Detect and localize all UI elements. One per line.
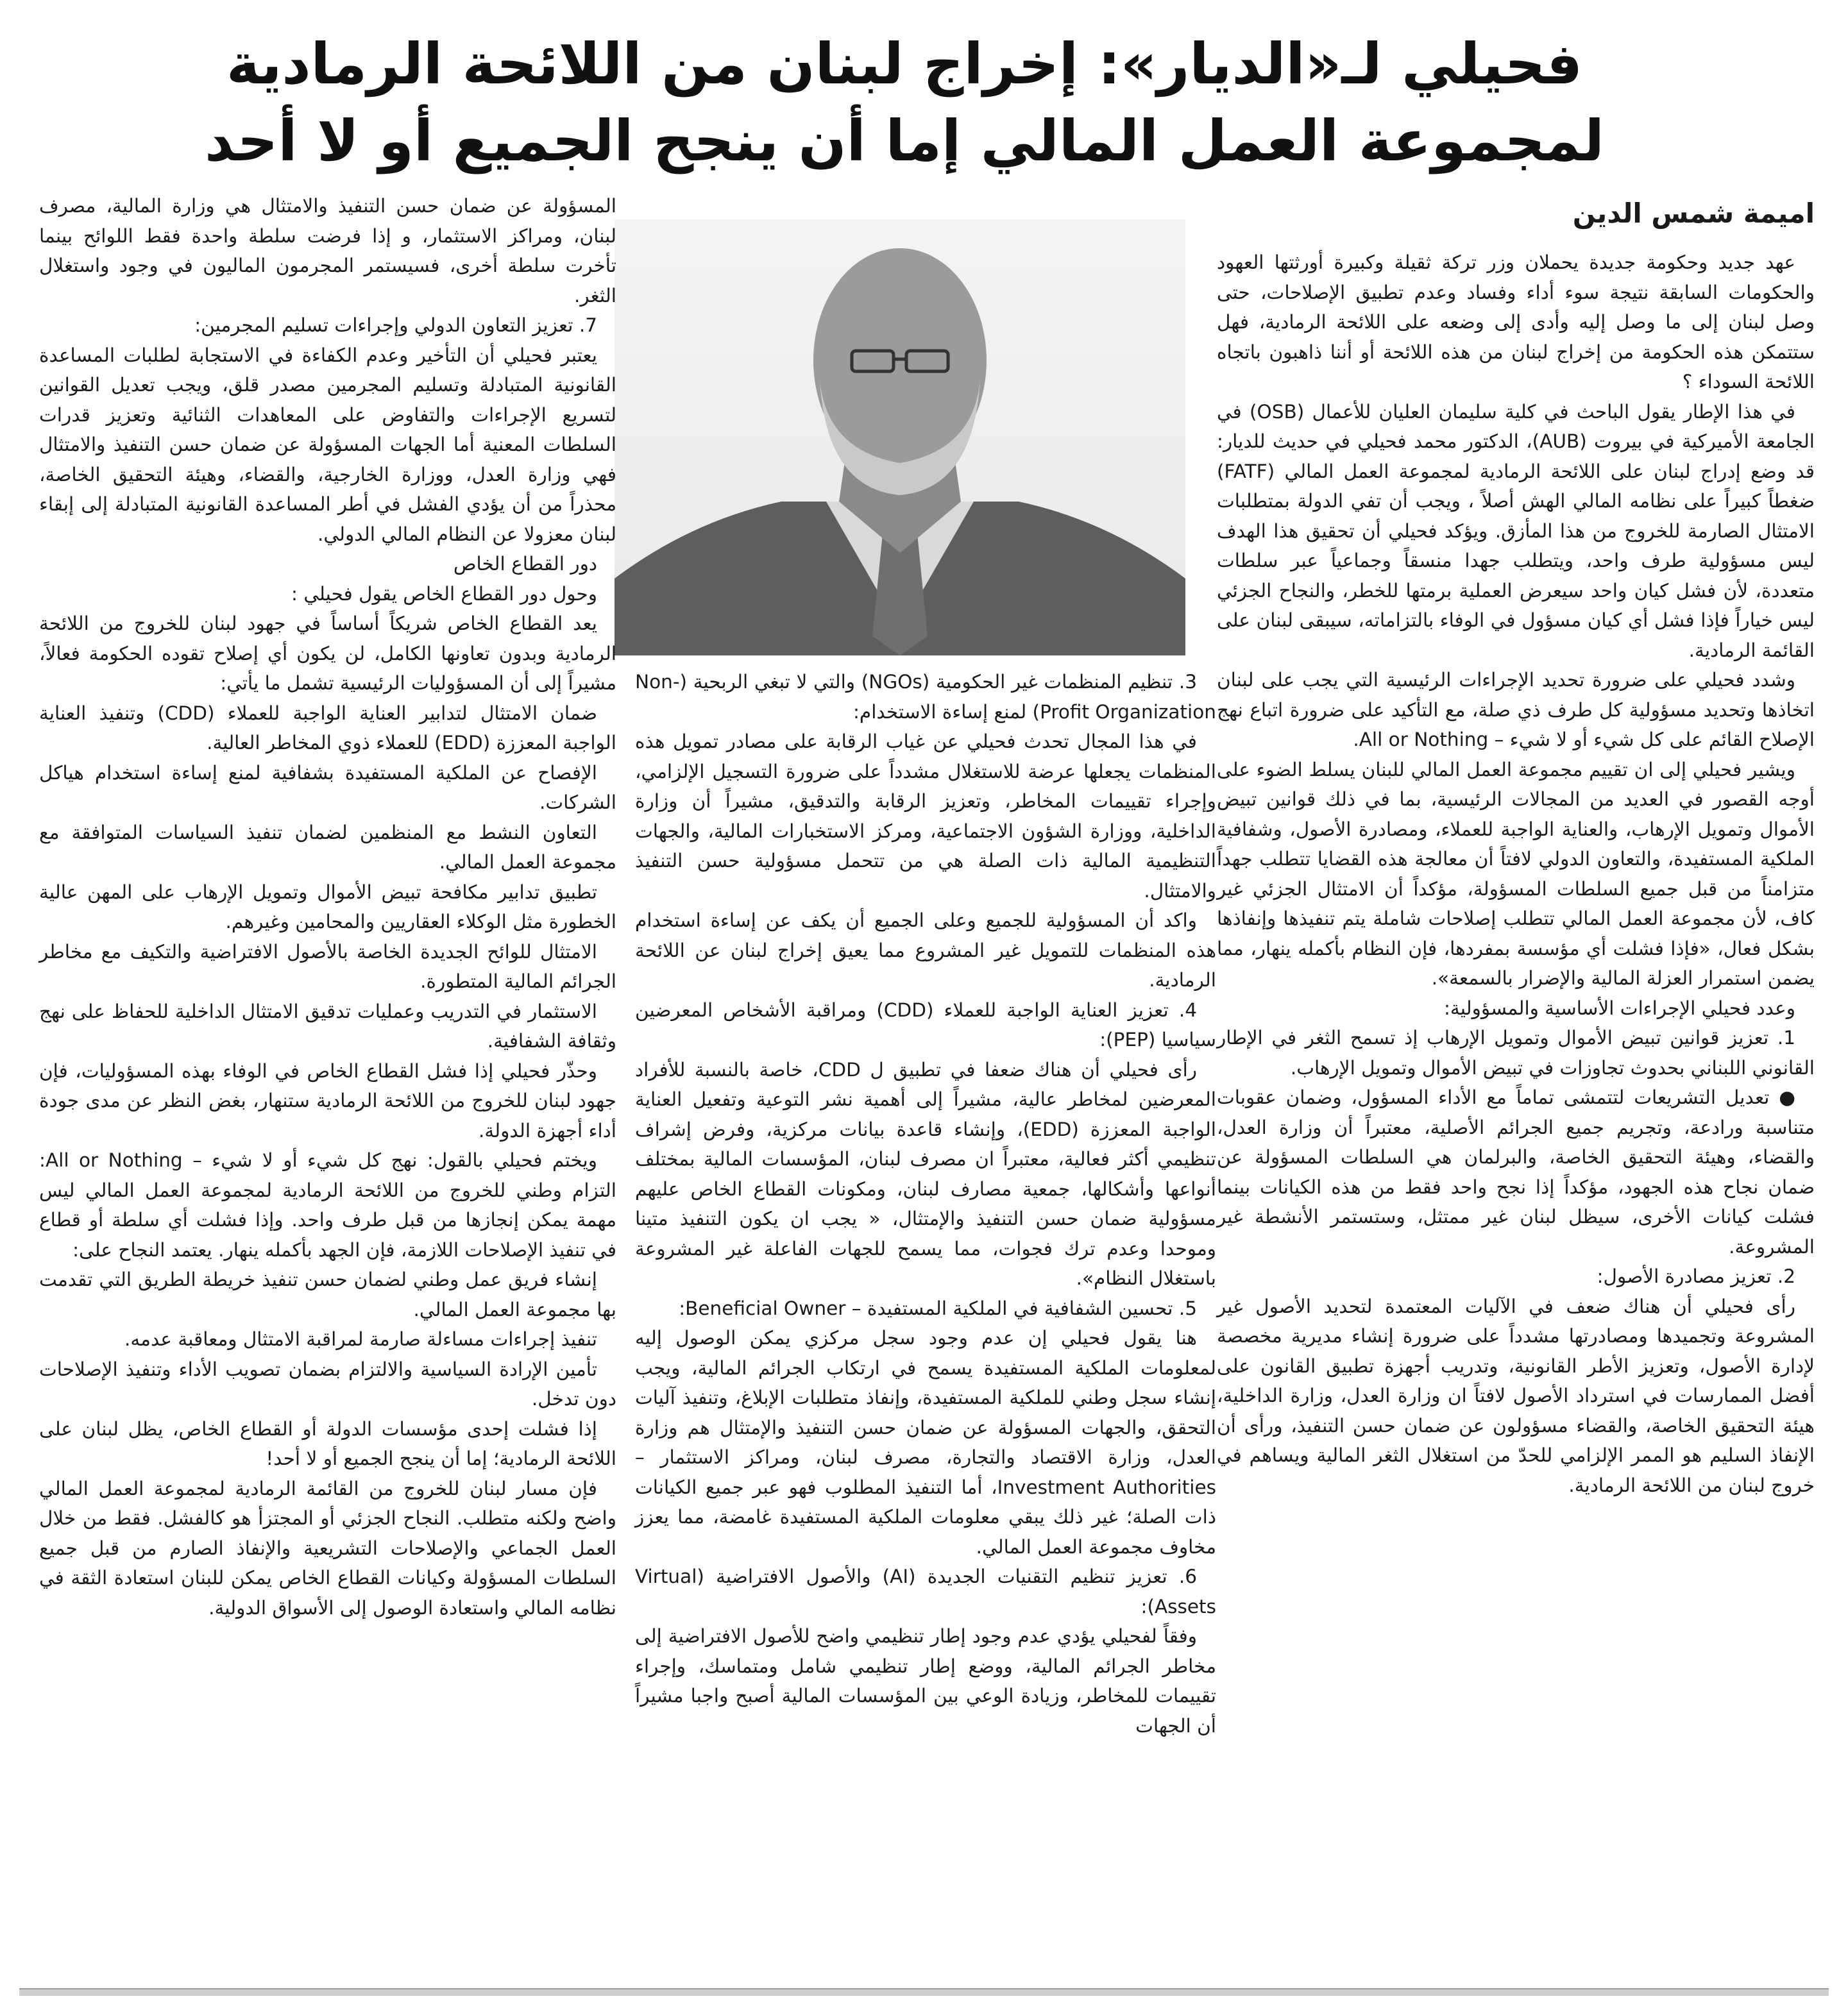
paragraph: رأى فحيلي أن هناك ضعف في الآليات المعتمدة لتحديد الأصول غير المشروعة وتجميدها ومصادرتها مشدداً على ضرورة إنشاء مديرية مخصصة لإدارة الأصول، وتعزيز الأطر القانونية، وتدريب أجهزة تطبيق القانون على أفضل الممارسات في استرداد الأصول لافتاً ان وزارة العدل، وزارة الداخلية، هيئة التحقيق الخاصة، والقضاء مسؤولون عن ضمان حسن التنفيذ، ورأى أن الإنفاذ السليم هو الممر الإلزامي للحدّ من استغلال الثغر المالية ويساهم في خروج لبنان من اللائحة الرمادية.	[1217, 1295, 1815, 1496]
paragraph: إذا فشلت إحدى مؤسسات الدولة أو القطاع الخاص، يظل لبنان على اللائحة الرمادية؛ إما أن ينجح الجميع أو لا أحد!	[39, 1417, 616, 1469]
paragraph: 5. تحسين الشفافية في الملكية المستفيدة – Beneficial Owner:	[679, 1297, 1197, 1319]
paragraph: 1. تعزيز قوانين تبيض الأموال وتمويل الإرهاب إذ تسمح الثغر في الإطار القانوني اللبناني بحدوث تجاوزات في تبيض الأموال وتمويل الإرهاب.	[1217, 1027, 1815, 1079]
paragraph: ● تعديل التشريعات لتتمشى تماماً مع الأداء المسؤول، وضمان عقوبات متناسبة ورادعة، وتجريم جميع الجرائم الأصلية، معتبراً أن وزارة العدل، والقضاء، وهيئة التحقيق الخاصة، والبرلمان هي السلطات المسؤولة عن ضمان نجاح هذه الجهود، مؤكداً إذا نجح واحد فقط من هذه الكيانات بينما فشلت كيانات الأخرى، سيظل لبنان غير ممتثل، وستستمر الأنشطة غير المشروعة.	[1217, 1086, 1815, 1258]
paragraph: وحذّر فحيلي إذا فشل القطاع الخاص في الوفاء بهذه المسؤوليات، فإن جهود لبنان للخروج من اللائحة الرمادية ستنهار، بغض النظر عن مدى جودة أداء أجهزة الدولة.	[39, 1060, 616, 1142]
bottom-rule	[19, 1988, 1829, 1996]
paragraph: يعد القطاع الخاص شريكاً أساساً في جهود لبنان للخروج من اللائحة الرمادية وبدون تعاونها الكامل، لن يكون أي إصلاح تقوده الحكومة فعالاً، مشيراً إلى أن المسؤوليات الرئيسية تشمل ما يأتي:	[39, 612, 616, 694]
article-column-left	[39, 191, 616, 1623]
list-item: تنفيذ إجراءات مساءلة صارمة لمراقبة الامتثال ومعاقبة عدمه.	[124, 1328, 597, 1350]
list-item: تأمين الإرادة السياسية والالتزام بضمان تصويب الأداء وتنفيذ الإصلاحات دون تدخل.	[39, 1358, 616, 1410]
headline-line-2: لمجموعة العمل المالي إما أن ينجح الجميع أو لا أحد	[205, 108, 1604, 174]
paragraph: 7. تعزيز التعاون الدولي وإجراءات تسليم المجرمين:	[194, 314, 597, 336]
paragraph: رأى فحيلي أن هناك ضعفا في تطبيق ل CDD، خاصة بالنسبة للأفراد المعرضين لمخاطر عالية، مشيراً إلى أهمية نشر التوعية وتفعيل العناية الواجبة المعززة (EDD)، وإنشاء قاعدة بيانات مركزية، وفرض إشراف تنظيمي أكثر فعالية، معتبراً ان مصرف لبنان، المؤسسات المالية بمختلف أنواعها وأشكالها، جمعية مصارف لبنان، ومكونات القطاع الخاص عليهم مسؤولية ضمان حسن التنفيذ والإمتثال، « يجب ان يكون التنفيذ متينا وموحدا وعدم ترك فجوات، مما يسمح للجهات الفاعلة غير المشروعة باستغلال النظام».	[635, 1058, 1216, 1289]
paragraph: في هذا الإطار يقول الباحث في كلية سليمان العليان للأعمال (OSB) في الجامعة الأميركية في بيروت (AUB)، الدكتور محمد فحيلي في حديث للديار: قد وضع إدراج لبنان على اللائحة الرمادية لمجموعة العمل المالي (FATF) ضغطاً كبيراً على نظامه المالي الهش أصلاً ، ويجب أن تفي الدولة بمتطلبات الامتثال الصارمة للخروج من هذا المأزق. ويؤكد فحيلي أن تحقيق هذا الهدف ليس مسؤولية طرف واحد، ويتطلب جهدا منسقاً وجماعياً عبر سلطات متعددة، لأن فشل كيان واحد سيعرض العملية برمتها للخطر، والنجاح الجزئي ليس خياراً فإذا فشل أي كيان مسؤول في الوفاء بالتزاماته، سيبقى لبنان على القائمة الرمادية.	[1217, 400, 1815, 661]
headline	[192, 26, 1616, 180]
list-item: التعاون النشط مع المنظمين لضمان تنفيذ السياسات المتوافقة مع مجموعة العمل المالي.	[39, 821, 616, 873]
portrait-photo	[615, 219, 1185, 655]
list-item: الإفصاح عن الملكية المستفيدة بشفافية لمنع إساءة استخدام هياكل الشركات.	[39, 761, 616, 813]
paragraph: 2. تعزيز مصادرة الأصول:	[1597, 1265, 1795, 1287]
list-item: ضمان الامتثال لتدابير العناية الواجبة للعملاء (CDD) وتنفيذ العناية الواجبة المعززة (EDD) للعملاء ذوي المخاطر العالية.	[39, 702, 616, 754]
article-column-middle	[635, 667, 1216, 1741]
subheading: دور القطاع الخاص	[453, 553, 597, 575]
paragraph: 6. تعزيز تنظيم التقنيات الجديدة (AI) والأصول الافتراضية (Virtual Assets):	[635, 1566, 1216, 1617]
list-item: إنشاء فريق عمل وطني لضمان حسن تنفيذ خريطة الطريق التي تقدمت بها مجموعة العمل المالي.	[39, 1269, 616, 1321]
paragraph: يعتبر فحيلي أن التأخير وعدم الكفاءة في الاستجابة لطلبات المساعدة القانونية المتبادلة وتسليم المجرمين مصدر قلق، ويجب تعديل القوانين لتسريع الإجراءات والتفاوض على المعاهدات الثنائية وتعزيز قدرات السلطات المعنية أما الجهات المسؤولة عن ضمان حسن التنفيذ والامتثال فهي وزارة العدل، ووزارة الخارجية، والقضاء، وهيئة التحقيق الخاصة، محذراً من أن يؤدي الفشل في أطر المساعدة القانونية المتبادلة إلى إبقاء لبنان معزولا عن النظام المالي الدولي.	[39, 344, 616, 545]
paragraph: عهد جديد وحكومة جديدة يحملان وزر تركة ثقيلة وكبيرة أورثتها العهود والحكومات السابقة نتيجة سوء أداء وفساد وعدم تطبيق الإصلاحات، حتى وصل لبنان إلى ما وصل إليه وأدى إلى وضعه على اللائحة الرمادية، فهل ستتمكن هذه الحكومة من إخراج لبنان من هذه اللائحة أو أننا ذاهبون باتجاه اللائحة السوداء ؟	[1217, 251, 1815, 393]
headline-line-1: فحيلي لـ«الديار»: إخراج لبنان من اللائحة الرمادية	[226, 31, 1583, 97]
paragraph: وحول دور القطاع الخاص يقول فحيلي :	[291, 582, 597, 605]
paragraph: ويختم فحيلي بالقول: نهج كل شيء أو لا شيء – All or Nothing: التزام وطني للخروج من اللائحة الرمادية لمجموعة العمل المالي ليس مهمة يمكن إنجازها من قبل طرف واحد. وإذا فشلت أي سلطة أو قطاع في تنفيذ الإصلاحات اللازمة، فإن الجهد بأكمله ينهار. يعتمد النجاح على:	[39, 1149, 616, 1261]
paragraph: واكد أن المسؤولية للجميع وعلى الجميع أن يكف عن إساءة استخدام هذه المنظمات للتمويل غير المشروع مما يعيق إخراج لبنان عن اللائحة الرمادية.	[635, 909, 1216, 991]
paragraph: فإن مسار لبنان للخروج من القائمة الرمادية لمجموعة العمل المالي واضح ولكنه متطلب. النجاح الجزئي أو المجتزأ هو كالفشل. فقط من خلال العمل الجماعي والإصلاحات التشريعية والإنفاذ الصارم من قبل جميع السلطات المسؤولة وكيانات القطاع الخاص يمكن للبنان استعادة الثقة في نظامه المالي واستعادة الوصول إلى الأسواق الدولية.	[39, 1477, 616, 1619]
list-item: الاستثمار في التدريب وعمليات تدقيق الامتثال الداخلية للحفاظ على نهج وثقافة الشفافية.	[39, 1000, 616, 1052]
byline: اميمة شمس الدين	[1572, 198, 1815, 229]
paragraph: وشدد فحيلي على ضرورة تحديد الإجراءات الرئيسية التي يجب على لبنان اتخاذها وتحديد مسؤولية كل طرف ذي صلة، مع التأكيد على ضرورة اتباع نهج الإصلاح القائم على كل شيء أو لا شيء – All or Nothing.	[1217, 669, 1815, 750]
paragraph: ويشير فحيلي إلى ان تقييم مجموعة العمل المالي للبنان يسلط الضوء على أوجه القصور في العديد من المجالات الرئيسية، بما في ذلك قوانين تبيض الأموال وتمويل الإرهاب، والعناية الواجبة للعملاء، ومصادرة الأصول، وشفافية الملكية المستفيدة، والتعاون الدولي لافتاً أن معالجة هذه القضايا تتطلب جهداً متزامناً من قبل جميع السلطات المسؤولة، مؤكداً أن الامتثال الجزئي غير كاف، لأن مجموعة العمل المالي تتطلب إصلاحات شاملة يتم تنفيذها وإنفاذها بشكل فعال، «فإذا فشلت أي مؤسسة بمفردها، فإن النظام بأكمله ينهار، مما يضمن استمرار العزلة المالية والإضرار بالسمعة».	[1217, 758, 1815, 989]
list-item: تطبيق تدابير مكافحة تبيض الأموال وتمويل الإرهاب على المهن عالية الخطورة مثل الوكلاء العقاريين والمحامين وغيرهم.	[39, 881, 616, 933]
paragraph: 4. تعزيز العناية الواجبة للعملاء (CDD) ومراقبة الأشخاص المعرضين سياسيا (PEP):	[635, 999, 1216, 1051]
paragraph: هنا يقول فحيلي إن عدم وجود سجل مركزي يمكن الوصول إليه لمعلومات الملكية المستفيدة يسمح في ارتكاب الجرائم المالية، ويجب إنشاء سجل وطني للملكية المستفيدة، وإنفاذ متطلبات الإبلاغ، وتنفيذ آليات التحقق، والجهات المسؤولة عن ضمان حسن التنفيذ والإمتثال هم وزارة العدل، وزارة الاقتصاد والتجارة، مصرف لبنان، ومراكز الاستثمار – Investment Authorities، أما التنفيذ المطلوب فهو عبر جميع الكيانات ذات الصلة؛ غير ذلك يبقي معلومات الملكية المستفيدة غامضة، مما يعزز مخاوف مجموعة العمل المالي.	[635, 1327, 1216, 1558]
paragraph: في هذا المجال تحدث فحيلي عن غياب الرقابة على مصادر تمويل هذه المنظمات يجعلها عرضة للاستغلال مشدداً على ضرورة التسجيل الإلزامي، وإجراء تقييمات المخاطر، وتعزيز الرقابة والتدقيق، مشيراً أن وزارة الداخلية، ووزارة الشؤون الاجتماعية، ومركز الاستخبارات المالية، والجهات التنظيمية المالية ذات الصلة هي من تتحمل مسؤولية حسن التنفيذ والامتثال.	[635, 731, 1216, 902]
article-column-right	[1217, 191, 1815, 1500]
list-item: الامتثال للوائح الجديدة الخاصة بالأصول الافتراضية والتكيف مع مخاطر الجرائم المالية المتطورة.	[39, 940, 616, 992]
paragraph: وفقاً لفحيلي يؤدي عدم وجود إطار تنظيمي واضح للأصول الافتراضية إلى مخاطر الجرائم المالية، ووضع إطار تنظيمي شامل ومتماسك، وإجراء تقييمات للمخاطر، وزيادة الوعي بين المؤسسات المالية أصبح واجبا مشيراً أن الجهات	[635, 1625, 1216, 1737]
paragraph: وعدد فحيلي الإجراءات الأساسية والمسؤولية:	[1443, 997, 1795, 1019]
paragraph: 3. تنظيم المنظمات غير الحكومية (NGOs) والتي لا تبغي الربحية (Non-Profit Organization) لمنع إساءة الاستخدام:	[635, 671, 1216, 723]
paragraph: المسؤولة عن ضمان حسن التنفيذ والامتثال هي وزارة المالية، مصرف لبنان، ومراكز الاستثمار، و إذا فرضت سلطة واحدة فقط اللوائح بينما تأخرت سلطة أخرى، فسيستمر المجرمون الماليون في وجود واستغلال الثغر.	[39, 195, 616, 307]
portrait-icon	[615, 219, 1185, 655]
